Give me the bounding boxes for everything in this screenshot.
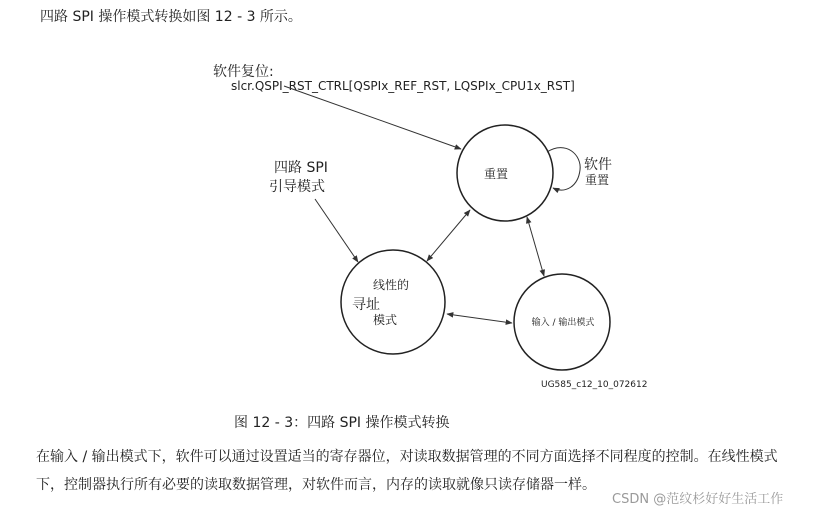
self-loop-label-line1: 软件 [584,157,612,173]
figure-caption: 图 12 - 3：四路 SPI 操作模式转换 [234,415,450,431]
body-paragraph: 在输入 / 输出模式下，软件可以通过设置适当的寄存器位，对读取数据管理的不同方面选择不同程度的控制。在线性模式下，控制器执行所有必要的读取数据管理，对软件而言，内存的读取就像只读存储器一样。 [36,449,778,493]
reset-label: 软件复位: [213,64,274,80]
boot-mode-label-line1: 四路 SPI [274,160,328,176]
linear-mode-label-line2: 寻址 [352,297,380,313]
linear-io-arrow [447,314,512,323]
watermark: CSDN @范纹杉好好生活工作 [612,492,784,507]
linear-mode-label-line1: 线性的 [372,278,410,292]
reset-register-text: slcr.QSPI_RST_CTRL[QSPIx_REF_RST, LQSPIx_CPU1x_RST] [231,79,575,93]
intro-text: 四路 SPI 操作模式转换如图 12 - 3 所示。 [40,9,302,25]
linear-mode-label-line3: 模式 [372,313,398,327]
self-loop-label-line2: 重置 [584,173,610,187]
io-mode-label: 输入 / 输出模式 [531,318,595,328]
figure-id: UG585_c12_10_072612 [541,380,648,390]
boot-to-linear-arrow [315,199,358,262]
reset-state-label: 重置 [483,167,509,181]
software-reset-arrow [284,86,461,149]
boot-mode-label-line2: 引导模式 [269,179,325,195]
reset-linear-arrow [427,210,470,261]
reset-io-arrow [527,217,544,276]
